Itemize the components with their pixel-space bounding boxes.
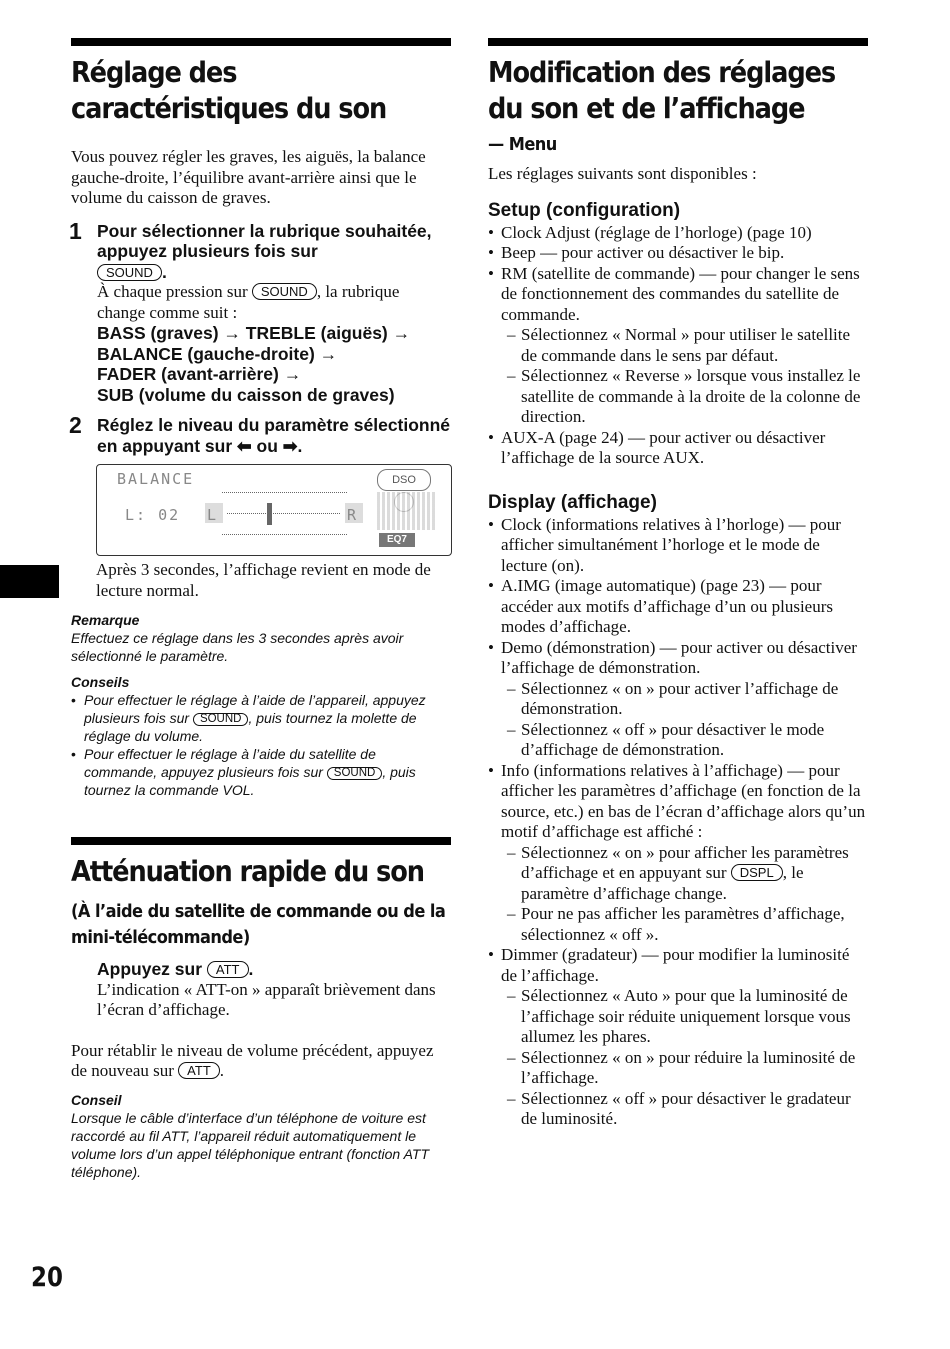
lcd-bottom-scale <box>222 534 347 535</box>
sound-settings-title: Réglage des caractéristiques du son <box>71 56 387 125</box>
list-item: – Sélectionnez « off » pour désactiver le gradateur de luminosité. <box>501 1089 868 1130</box>
section-rule <box>488 38 868 46</box>
demo-options <box>501 679 868 761</box>
section-rule <box>71 837 451 845</box>
section-rule <box>71 38 451 46</box>
eq-badge: EQ7 <box>379 533 415 547</box>
step-1-instruction: Pour sélectionner la rubrique souhaitée, appuyez plusieurs fois sur SOUND . <box>97 220 432 282</box>
lcd-line-1: BALANCE <box>117 470 195 488</box>
list-item: • AUX-A (page 24) — pour activer ou désactiver l’affichage de la source AUX. <box>488 428 868 469</box>
list-item: – Sélectionnez « on » pour réduire la luminosité de l’affichage. <box>501 1048 868 1089</box>
sound-key: SOUND <box>97 264 162 281</box>
step-1 <box>69 217 451 406</box>
remarque-text: Effectuez ce réglage dans les 3 secondes après avoir sélectionné le paramètre. <box>71 630 404 664</box>
att-key: ATT <box>178 1062 220 1079</box>
list-item: – Sélectionnez « on » pour afficher les paramètres d’affichage et en appuyant sur DSPL , le paramètre d’affichage change. <box>501 843 868 905</box>
list-item: – Sélectionnez « Normal » pour utiliser le satellite de commande dans le sens par défaut. <box>501 325 868 366</box>
list-item: • Beep — pour activer ou désactiver le bip. <box>488 243 868 264</box>
after-display-text: Après 3 secondes, l’affichage revient en mode de lecture normal. <box>96 560 431 600</box>
list-item: • Clock Adjust (réglage de l’horloge) (page 10) <box>488 223 868 244</box>
conseils-heading: Conseils <box>71 674 130 690</box>
menu-intro: Les réglages suivants sont disponibles : <box>488 164 757 183</box>
list-item: • Dimmer (gradateur) — pour modifier la luminosité de l’affichage. – Sélectionnez « Auto » pour que la luminosité de l’affichage soir réduite uniquement lorsque vous allumez les phares. – Sélectionnez « on » pour réduire la luminosité de l’affichage. – Sélectionnez « off » pour désactiver le gradateur de luminosité. <box>488 945 868 1130</box>
sound-sequence-4: SUB (volume du caisson de graves) <box>97 384 395 405</box>
lcd-balance-indicator <box>267 503 272 525</box>
remarque-heading: Remarque <box>71 612 140 628</box>
lcd-balance-scale <box>227 513 340 514</box>
attenuation-step <box>71 959 451 1021</box>
list-item: – Pour ne pas afficher les paramètres d’affichage, sélectionnez « off ». <box>501 904 868 945</box>
list-item: – Sélectionnez « Auto » pour que la luminosité de l’affichage soir réduite uniquement lorsque vous allumez les phares. <box>501 986 868 1048</box>
right-column <box>488 38 868 1130</box>
sound-sequence-1: BASS (graves) → TREBLE (aiguës) → <box>97 323 411 343</box>
conseils-list <box>71 691 451 799</box>
lcd-right-marker: R <box>347 506 359 524</box>
section-tab-marker <box>0 565 59 598</box>
dimmer-options <box>501 986 868 1130</box>
attenuation-detail: L’indication « ATT-on » apparaît brièvement dans l’écran d’affichage. <box>97 979 436 1019</box>
list-item: – Sélectionnez « off » pour désactiver le mode d’affichage de démonstration. <box>501 720 868 761</box>
list-item: • Clock (informations relatives à l’horloge) — pour afficher simultanément l’horloge et le mode de lecture (on). <box>488 515 868 577</box>
list-item: • Pour effectuer le réglage à l’aide du satellite de commande, appuyez plusieurs fois sur SOUND , puis tournez la commande VOL. <box>71 745 451 799</box>
att-key: ATT <box>207 961 249 978</box>
left-column <box>71 38 451 1181</box>
conseil-text: Lorsque le câble d’interface d’un téléphone de voiture est raccordé au fil ATT, l’appareil réduit automatiquement le volume lors d’un appel téléphonique entrant (fonction ATT téléphone). <box>71 1109 429 1180</box>
sound-sequence-2: BALANCE (gauche-droite) → <box>97 343 338 364</box>
sound-key: SOUND <box>327 767 383 780</box>
attenuation-instruction: Appuyez sur ATT . <box>97 959 254 979</box>
step-number: 2 <box>69 412 82 438</box>
attenuation-title: Atténuation rapide du son <box>71 855 424 888</box>
list-item: • Info (informations relatives à l’affichage) — pour afficher les paramètres d’affichage (en fonction de la source, etc.) en bas de l’écran d’affichage alors qu’un motif d’affichage est affiché : – Sélectionnez « on » pour afficher les paramètres d’affichage et en appuyant sur DSPL , le paramètre d’affichage change. – Pour ne pas afficher les paramètres d’affichage, sélectionnez « off ». <box>488 761 868 946</box>
page-number: 20 <box>31 1262 63 1293</box>
rm-options <box>501 325 868 428</box>
lcd-top-scale <box>222 492 347 493</box>
list-item: • Demo (démonstration) — pour activer ou désactiver l’affichage de démonstration. – Sélectionnez « on » pour activer l’affichage de démonstration. – Sélectionnez « off » pour désactiver le mode d’affichage de démonstration. <box>488 638 868 761</box>
restore-volume-text: Pour rétablir le niveau de volume précédent, appuyez de nouveau sur ATT . <box>71 1040 434 1080</box>
step-2-instruction: Réglez le niveau du paramètre sélectionné en appuyant sur ⬅ ou ➡. <box>97 415 451 456</box>
dso-badge: DSO <box>377 469 431 491</box>
dspl-key: DSPL <box>731 864 783 881</box>
step-1-detail: À chaque pression sur SOUND , la rubrique change comme suit : <box>97 282 400 322</box>
conseil-heading: Conseil <box>71 1091 122 1108</box>
display-list <box>488 515 868 1130</box>
sound-sequence-3: FADER (avant-arrière) → <box>97 364 302 384</box>
attenuation-subtitle: (À l’aide du satellite de commande ou de la mini-télécommande) <box>71 901 446 948</box>
list-item: • RM (satellite de commande) — pour changer le sens de fonctionnement des commandes du satellite de commande. – Sélectionnez « Normal » pour utiliser le satellite de commande dans le sens par défaut. – Sélectionnez « Reverse » lorsque vous installez le satellite de commande à la droite de la colonne de direction. <box>488 264 868 428</box>
lcd-line-2: L: 02 <box>125 506 181 524</box>
info-options <box>501 843 868 946</box>
sound-key: SOUND <box>252 283 317 300</box>
list-item: – Sélectionnez « Reverse » lorsque vous installez le satellite de commande à la droite de la colonne de direction. <box>501 366 868 428</box>
setup-list <box>488 223 868 469</box>
lcd-display-illustration <box>96 464 452 556</box>
sound-key: SOUND <box>193 713 249 726</box>
menu-section-title: Modification des réglages du son et de l’affichage <box>488 56 836 125</box>
menu-subtitle: — Menu <box>488 134 557 155</box>
list-item: • Pour effectuer le réglage à l’aide de l’appareil, appuyez plusieurs fois sur SOUND , puis tournez la molette de réglage du volume. <box>71 691 451 745</box>
equalizer-bars-icon <box>377 492 437 530</box>
step-number: 1 <box>69 217 82 244</box>
sound-settings-intro: Vous pouvez régler les graves, les aiguës, la balance gauche-droite, l’équilibre avant-arrière ainsi que le volume du caisson de graves. <box>71 147 426 207</box>
step-2 <box>69 412 451 456</box>
list-item: – Sélectionnez « on » pour activer l’affichage de démonstration. <box>501 679 868 720</box>
display-heading: Display (affichage) <box>488 491 657 513</box>
lcd-left-marker: L <box>207 506 219 524</box>
setup-heading: Setup (configuration) <box>488 199 681 221</box>
list-item: • A.IMG (image automatique) (page 23) — pour accéder aux motifs d’affichage d’un ou plusieurs modes d’affichage. <box>488 576 868 638</box>
